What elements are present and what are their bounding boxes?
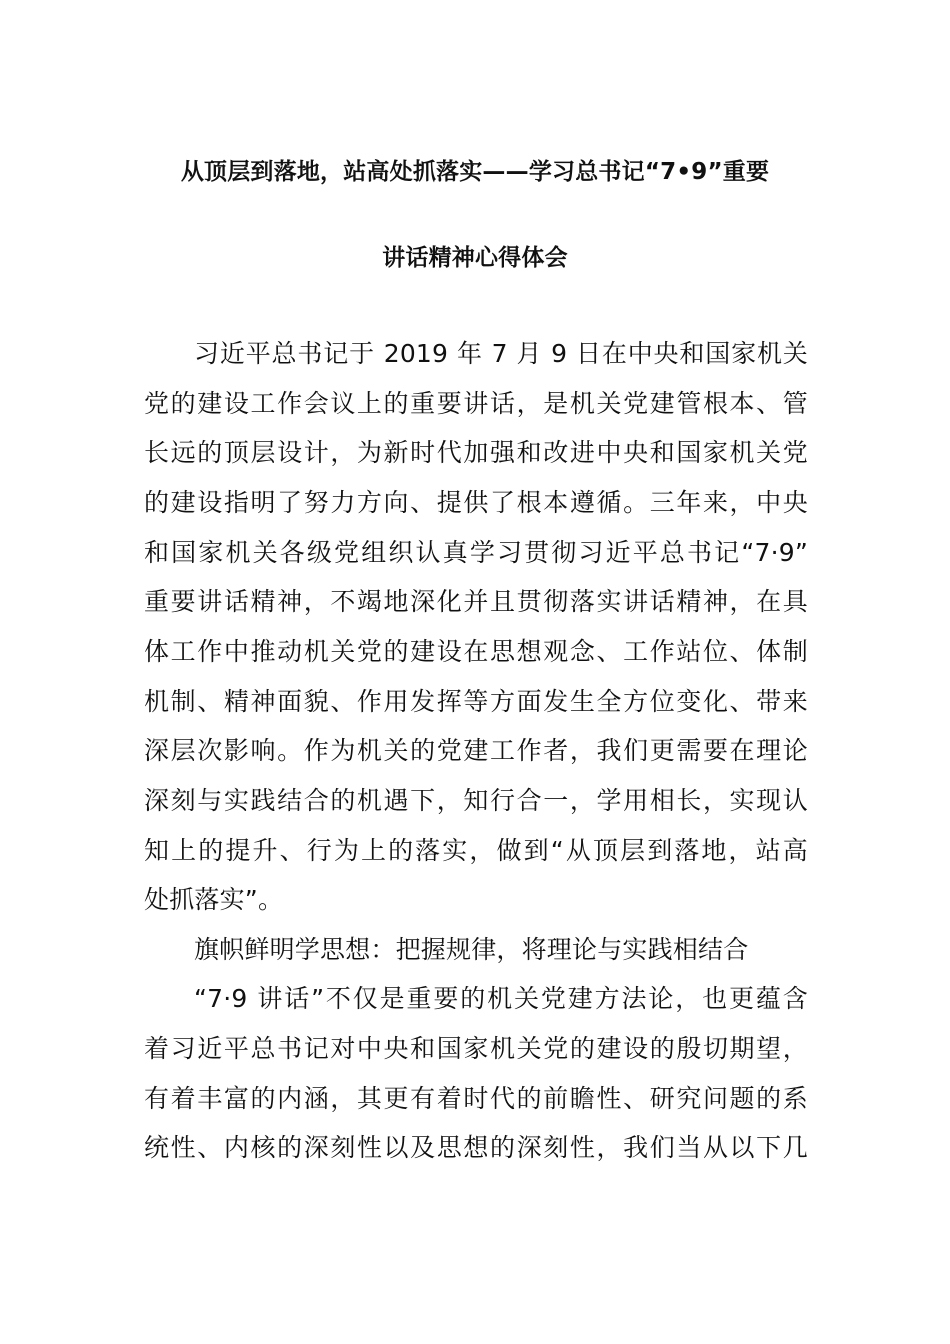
document-title-line-2: 讲话精神心得体会 <box>382 245 568 271</box>
paragraph-line: 机制、精神面貌、作用发挥等方面发生全方位变化、带来 <box>144 687 808 716</box>
paragraph-line: 深层次影响。作为机关的党建工作者，我们更需要在理论 <box>144 736 808 765</box>
paragraph-line: “7·9 讲话”不仅是重要的机关党建方法论，也更蕴含 <box>194 984 808 1013</box>
document-title-line-1: 从顶层到落地，站高处抓落实——学习总书记“7•9”重要 <box>180 159 770 185</box>
paragraph-line: 知上的提升、行为上的落实，做到“从顶层到落地，站高 <box>144 836 808 865</box>
section-heading: 旗帜鲜明学思想：把握规律，将理论与实践相结合 <box>194 935 749 964</box>
paragraph-line: 和国家机关各级党组织认真学习贯彻习近平总书记“7·9” <box>144 538 808 567</box>
paragraph-line: 着习近平总书记对中央和国家机关党的建设的殷切期望， <box>144 1034 808 1063</box>
paragraph-line: 习近平总书记于 2019 年 7 月 9 日在中央和国家机关 <box>194 339 808 368</box>
paragraph-line: 处抓落实”。 <box>144 885 284 914</box>
paragraph-line: 统性、内核的深刻性以及思想的深刻性，我们当从以下几 <box>144 1133 808 1162</box>
paragraph-line: 深刻与实践结合的机遇下，知行合一，学用相长，实现认 <box>144 786 808 815</box>
paragraph-line: 长远的顶层设计，为新时代加强和改进中央和国家机关党 <box>144 438 808 467</box>
paragraph-line: 重要讲话精神，不竭地深化并且贯彻落实讲话精神，在具 <box>144 587 808 616</box>
paragraph-line: 有着丰富的内涵，其更有着时代的前瞻性、研究问题的系 <box>144 1084 808 1113</box>
paragraph-line: 党的建设工作会议上的重要讲话，是机关党建管根本、管 <box>144 389 808 418</box>
paragraph-line: 体工作中推动机关党的建设在思想观念、工作站位、体制 <box>144 637 808 666</box>
paragraph-line: 的建设指明了努力方向、提供了根本遵循。三年来，中央 <box>144 488 808 517</box>
